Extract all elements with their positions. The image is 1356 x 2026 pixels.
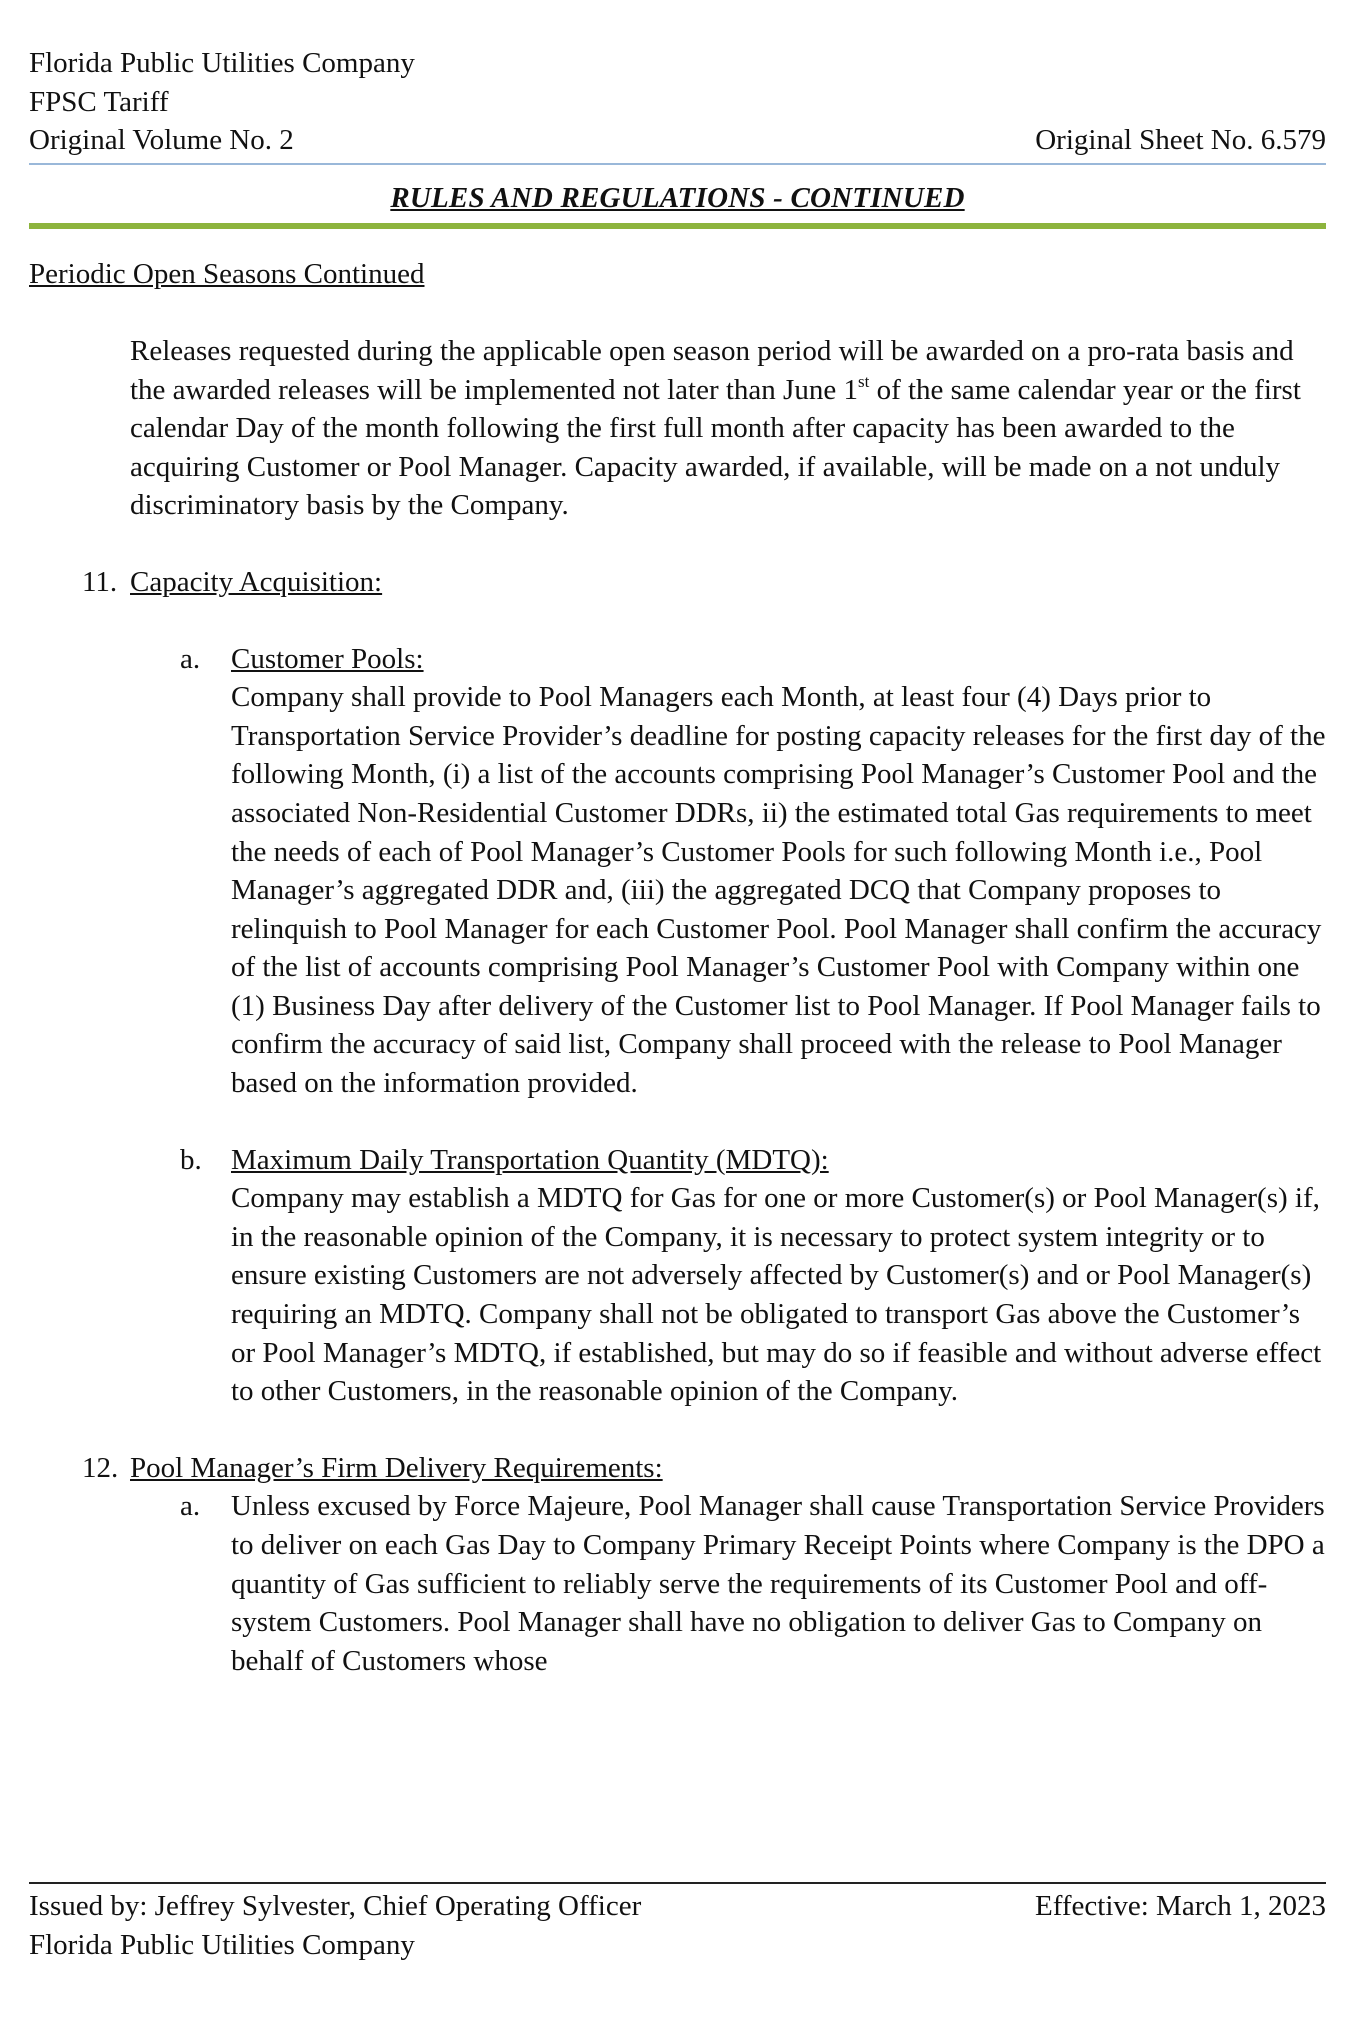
volume-label: Original Volume No. 2 xyxy=(29,124,294,157)
volume-sheet-row xyxy=(29,121,1326,160)
tariff-page xyxy=(29,44,1326,1680)
company-name: Florida Public Utilities Company xyxy=(29,47,415,79)
page-footer xyxy=(29,1882,1326,1964)
item-11 xyxy=(29,563,1326,602)
footer-divider xyxy=(29,1882,1326,1884)
section-divider xyxy=(29,223,1326,229)
section-title: RULES AND REGULATIONS - CONTINUED xyxy=(390,181,965,214)
item-12a-letter: a. xyxy=(180,1490,201,1523)
issued-by: Issued by: Jeffrey Sylvester, Chief Operating Officer xyxy=(29,1890,642,1922)
item-12 xyxy=(29,1449,1326,1488)
item-11b-letter: b. xyxy=(180,1143,202,1176)
item-11b-text: Company may establish a MDTQ for Gas for one or more Customer(s) or Pool Manager(s) if, in the reasonable opinion of the Company, it is necessary to protect system integrity or to ensure existing Customers are not adversely affected by Customer(s) and or Pool Manager(s) requiring an MDTQ. Company shall not be obligated to transport Gas above the Customer’s or Pool Manager’s MDTQ, if established, but may do so if feasible and without adverse effect to other Customers, in the reasonable opinion of the Company. xyxy=(231,1182,1322,1408)
item-11-number: 11. xyxy=(82,565,118,598)
item-11b xyxy=(130,1141,1326,1411)
item-12a xyxy=(130,1487,1326,1680)
item-11-title: Capacity Acquisition: xyxy=(130,565,383,598)
intro-text-post: of the same calendar year or the first calendar Day of the month following the first full month after capacity has been awarded to the acquiring Customer or Pool Manager. Capacity awarded, if available, will be made on a not unduly discriminatory basis by the Company. xyxy=(130,373,1301,522)
header-divider xyxy=(29,163,1326,165)
item-11a xyxy=(130,640,1326,1103)
item-12a-text: Unless excused by Force Majeure, Pool Manager shall cause Transportation Service Providers to deliver on each Gas Day to Company Primary Receipt Points where Company is the DPO a quantity of Gas sufficient to reliably serve the requirements of its Customer Pool and off-system Customers. Pool Manager shall have no obligation to deliver Gas to Company on behalf of Customers whose xyxy=(231,1490,1325,1677)
tariff-name: FPSC Tariff xyxy=(29,85,169,118)
item-11a-text: Company shall provide to Pool Managers each Month, at least four (4) Days prior to Transportation Service Provider’s deadline for posting capacity releases for the first day of the following Month, (i) a list of the accounts comprising Pool Manager’s Customer Pool and the associated Non-Residential Customer DDRs, ii) the estimated total Gas requirements to meet the needs of each of Pool Manager’s Customer Pools for such following Month i.e., Pool Manager’s aggregated DDR and, (iii) the aggregated DCQ that Company proposes to relinquish to Pool Manager for each Customer Pool. Pool Manager shall confirm the accuracy of the list of accounts comprising Pool Manager’s Customer Pool with Company within one (1) Business Day after delivery of the Customer list to Pool Manager. If Pool Manager fails to confirm the accuracy of said list, Company shall proceed with the release to Pool Manager based on the information provided. xyxy=(231,681,1326,1100)
subheading: Periodic Open Seasons Continued xyxy=(29,258,425,291)
item-11a-letter: a. xyxy=(180,642,201,675)
intro-text-pre: Releases requested during the applicable open season period will be awarded on a pro-rata basis and the awarded releases will be implemented not later than June 1 xyxy=(130,334,1294,406)
sheet-number: Original Sheet No. 6.579 xyxy=(1035,124,1326,157)
ordinal-suffix: st xyxy=(857,371,870,391)
footer-company: Florida Public Utilities Company xyxy=(29,1928,415,1961)
item-12-number: 12. xyxy=(82,1451,119,1484)
effective-date: Effective: March 1, 2023 xyxy=(1035,1890,1326,1922)
item-12-title: Pool Manager’s Firm Delivery Requirements: xyxy=(130,1451,663,1484)
intro-paragraph xyxy=(130,332,1326,525)
item-11a-title: Customer Pools: xyxy=(231,642,424,675)
item-11b-title: Maximum Daily Transportation Quantity (MDTQ): xyxy=(231,1143,829,1176)
